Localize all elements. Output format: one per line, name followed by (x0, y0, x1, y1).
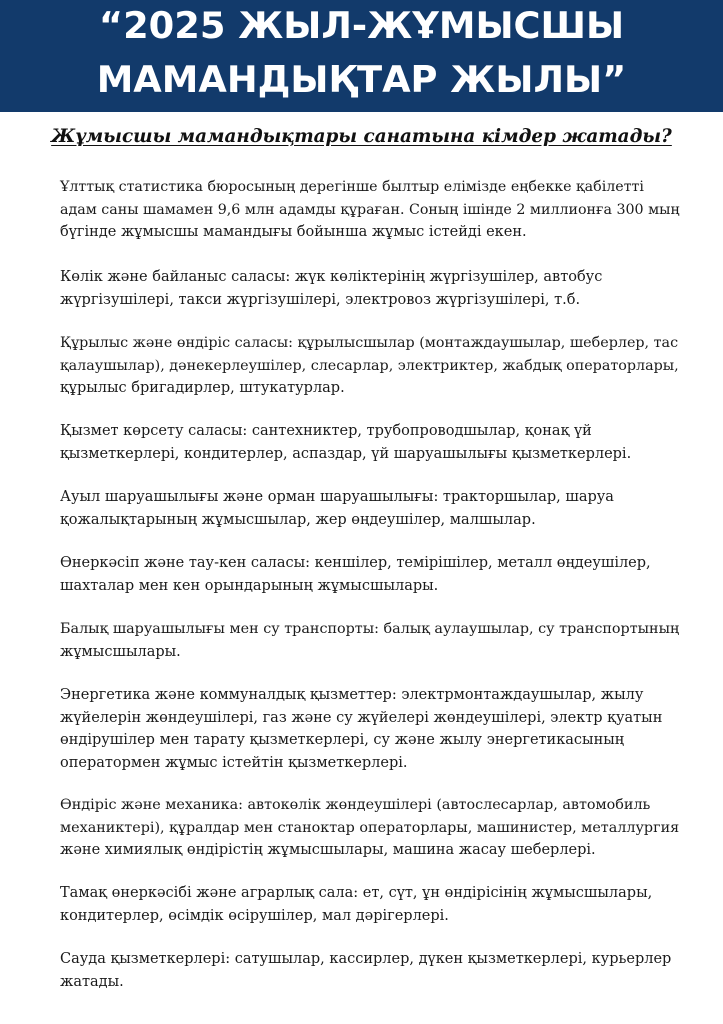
paragraph-line: Көлік және байланыс саласы: жүк көліктерінің жүргізушілер, автобус (60, 269, 603, 285)
paragraph-line: Балық шаруашылығы мен су транспорты: балық аулаушылар, су транспортының (60, 621, 680, 637)
paragraph (60, 882, 652, 927)
paragraph (60, 684, 662, 774)
banner-title-line-2: МАМАНДЫҚТАР ЖЫЛЫ” (96, 58, 627, 101)
paragraph-line: Қызмет көрсету саласы: сантехниктер, трубопроводшылар, қонақ үй (60, 423, 592, 439)
paragraph-line: жұмысшылары. (60, 643, 181, 660)
paragraph-line: Ауыл шаруашылығы және орман шаруашылығы: тракторшылар, шаруа (60, 489, 614, 505)
section-subtitle: Жұмысшы мамандықтары санатына кімдер жатады? (51, 126, 672, 147)
paragraph-line: Ұлттық статистика бюросының дерегінше былтыр елімізде еңбекке қабілетті (60, 179, 644, 195)
paragraph-line: өндірушілер мен тарату қызметкерлері, су және жылу энергетикасының (60, 732, 625, 748)
paragraph-line: Өнеркәсіп және тау-кен саласы: кеншілер, темірішілер, металл өңдеушілер, (60, 555, 651, 571)
paragraph-line: Тамақ өнеркәсібі және аграрлық сала: ет, сүт, ұн өндірісінің жұмысшылары, (60, 885, 653, 901)
paragraph-line: кондитерлер, өсімдік өсірушілер, мал дәрігерлері. (60, 907, 449, 924)
paragraph-line: Энергетика және коммуналдық қызметтер: электрмонтаждаушылар, жылу (60, 687, 644, 703)
paragraph-line: оператормен жұмыс істейтін қызметкерлері. (60, 754, 408, 771)
paragraph-line: Өндіріс және механика: автокөлік жөндеушілері (автослесарлар, автомобиль (60, 797, 651, 813)
title-banner (0, 0, 723, 112)
paragraph (60, 486, 614, 531)
paragraph-line: және химиялық өндірістің жұмысшылары, машина жасау шеберлері. (60, 842, 596, 858)
paragraph-line: механиктері), құралдар мен станоктар операторлары, машинистер, металлургия (60, 819, 680, 836)
paragraph (60, 176, 680, 244)
paragraph-line: қызметкерлері, кондитерлер, аспаздар, үй шаруашылығы қызметкерлері. (60, 445, 632, 462)
paragraph-line: Сауда қызметкерлері: сатушылар, кассирлер, дүкен қызметкерлері, курьерлер (60, 951, 672, 967)
paragraph-line: бүгінде жұмысшы мамандығы бойынша жұмыс істейді екен. (60, 224, 527, 240)
paragraph (60, 552, 651, 597)
paragraph-line: шахталар мен кен орындарының жұмысшылары. (60, 577, 439, 594)
paragraph-line: қожалықтарының жұмысшылар, жер өңдеушілер, малшылар. (60, 511, 536, 528)
paragraph-line: құрылыс бригадирлер, штукатурлар. (60, 380, 345, 396)
paragraph-line: Құрылыс және өндіріс саласы: құрылысшылар (монтаждаушылар, шеберлер, тас (60, 335, 679, 351)
paragraph (60, 420, 631, 465)
paragraph (60, 794, 679, 862)
paragraph-line: жүйелерін жөндеушілері, газ және су жүйелері жөндеушілері, электр қуатын (60, 709, 663, 726)
banner-title-line-1: “2025 ЖЫЛ-ЖҰМЫСШЫ (98, 4, 625, 47)
paragraph (60, 266, 602, 311)
paragraph-line: адам саны шамамен 9,6 млн адамды құраған. Соның ішінде 2 миллионға 300 мың (60, 201, 680, 218)
paragraph (60, 618, 679, 663)
paragraph-line: жүргізушілері, такси жүргізушілері, электровоз жүргізушілері, т.б. (60, 291, 581, 308)
paragraph (60, 948, 671, 993)
paragraph-line: қалаушылар), дәнекерлеушілер, слесарлар, электриктер, жабдық операторлары, (60, 357, 679, 374)
paragraph (60, 332, 679, 400)
paragraph-line: жатады. (60, 973, 124, 990)
